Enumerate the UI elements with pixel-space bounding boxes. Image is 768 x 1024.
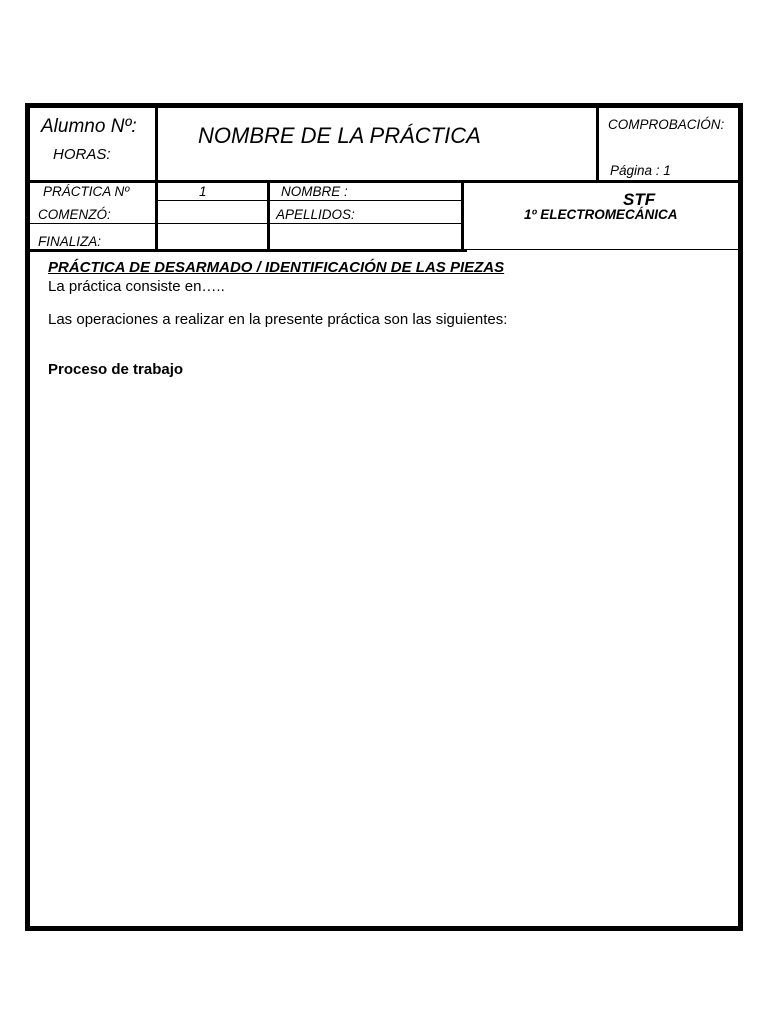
intro-text: La práctica consiste en….. (48, 278, 225, 295)
comenzo-label: COMENZÓ: (38, 207, 111, 222)
operations-text: Las operaciones a realizar en la presente práctica son las siguientes: (48, 311, 508, 328)
course-label: 1º ELECTROMECÁNICA (524, 207, 678, 222)
info-divider-2 (267, 180, 270, 251)
nombre-label: NOMBRE : (281, 184, 348, 199)
horas-label: HORAS: (53, 146, 111, 163)
process-heading: Proceso de trabajo (48, 361, 184, 378)
section-title: PRÁCTICA DE DESARMADO / IDENTIFICACIÓN DE LAS PIEZAS (48, 259, 505, 276)
practice-title: NOMBRE DE LA PRÁCTICA (198, 123, 481, 148)
practica-number-label: PRÁCTICA Nº (43, 184, 130, 199)
header-divider-left (155, 105, 158, 183)
apellidos-label: APELLIDOS: (276, 207, 355, 222)
stf-label: STF (623, 190, 656, 209)
alumno-label: Alumno Nº: (41, 116, 137, 137)
header-divider-right (596, 105, 599, 183)
info-divider-1 (155, 180, 158, 251)
comprobacion-label: COMPROBACIÓN: (608, 117, 725, 132)
info-row-rule-1 (155, 200, 463, 201)
practica-number-value: 1 (199, 184, 207, 199)
finaliza-label: FINALIZA: (38, 234, 102, 249)
info-bottom-rule (27, 249, 467, 252)
page-number: Página : 1 (610, 163, 671, 178)
info-row-rule-2 (29, 223, 463, 224)
